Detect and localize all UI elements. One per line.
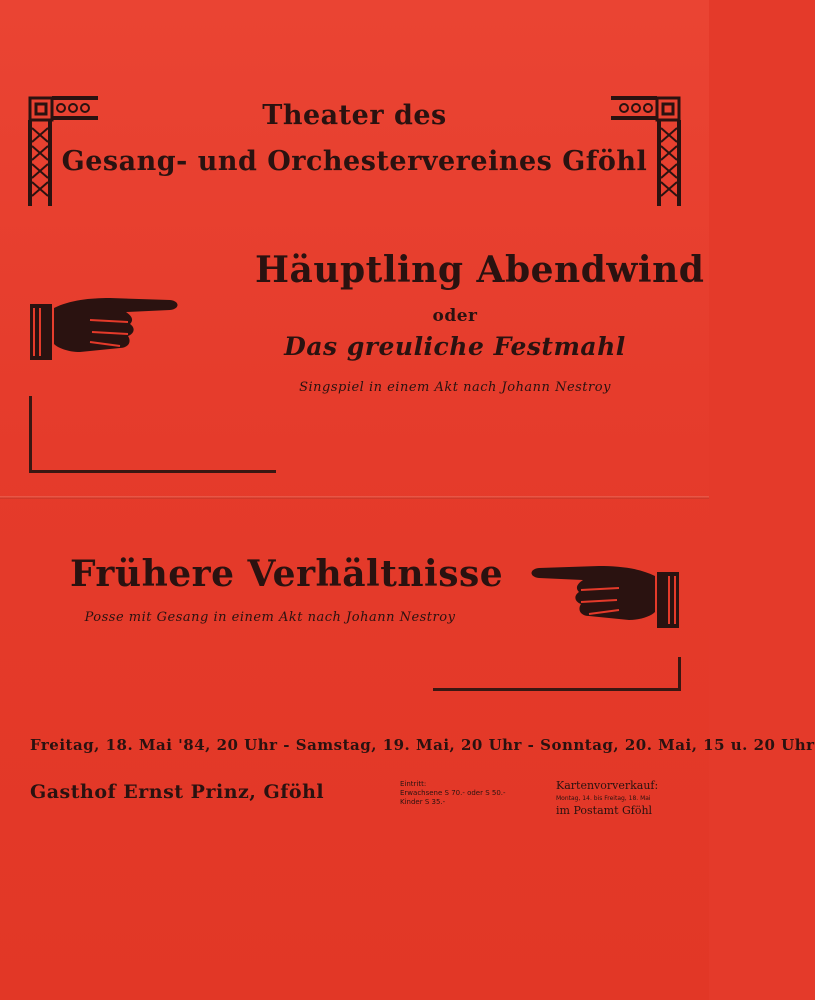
bracket-line-right-vertical	[678, 657, 681, 691]
play1-connector: oder	[432, 306, 478, 326]
bracket-line-right-horizontal	[433, 688, 681, 691]
prices-children: Kinder S 35.-	[400, 798, 446, 806]
play2-description: Posse mit Gesang in einem Akt nach Johann Nestroy	[84, 610, 456, 625]
header-line-2: Gesang- und Orchestervereines Gföhl	[61, 146, 648, 177]
performance-dates: Freitag, 18. Mai '84, 20 Uhr - Samstag, 19. Mai, 20 Uhr - Sonntag, 20. Mai, 15 u. 20 Uhr	[30, 736, 815, 754]
presale-dates: Montag, 14. bis Freitag, 18. Mai	[556, 795, 651, 802]
bracket-line-left-horizontal	[29, 470, 276, 473]
pointing-hand-left-icon	[529, 558, 679, 630]
ticket-prices	[400, 780, 506, 807]
venue-name: Gasthof Ernst Prinz, Gföhl	[30, 781, 325, 803]
play1-title: Häuptling Abendwind	[255, 249, 705, 291]
pointing-hand-right-icon	[30, 290, 180, 362]
play1-description: Singspiel in einem Akt nach Johann Nestroy	[299, 380, 611, 395]
prices-label: Eintritt:	[400, 780, 427, 788]
play2-title: Frühere Verhältnisse	[70, 553, 504, 595]
presale-label: Kartenvorverkauf:	[556, 779, 659, 792]
paper-fold-line	[0, 496, 709, 499]
prices-adults: Erwachsene S 70.- oder S 50.-	[400, 789, 506, 797]
play1-subtitle: Das greuliche Festmahl	[284, 332, 626, 361]
header-line-1: Theater des	[262, 100, 447, 131]
bracket-line-left-vertical	[29, 396, 32, 473]
presale-place: im Postamt Gföhl	[556, 804, 653, 817]
